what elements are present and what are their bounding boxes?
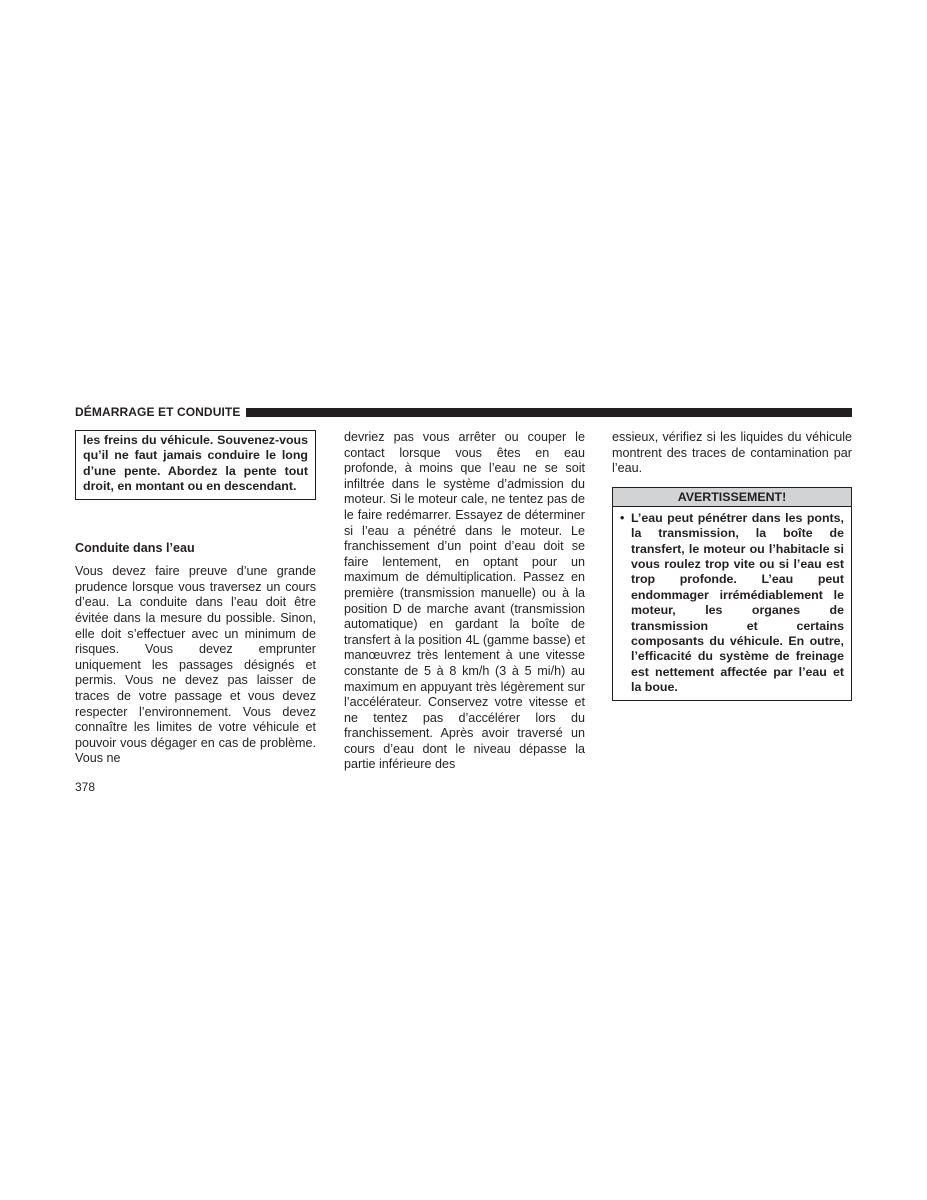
section-title: Conduite dans l’eau <box>75 540 195 555</box>
bullet-icon: • <box>620 510 625 525</box>
warning-box <box>612 487 852 701</box>
paragraph-axle-check: essieux, vérifiez si les liquides du véhicule montrent des traces de contamination par l’eau. <box>612 430 852 476</box>
paragraph-water-driving-continued: devriez pas vous arrêter ou couper le contact lorsque vous êtes en eau profonde, à moins que l’eau ne se soit infiltrée dans le système d’admission du moteur. Si le moteur cale, ne tentez pas de le faire redémarrer. Essayez de déterminer si l’eau a pénétré dans le moteur. Le franchissement d’un point d’eau doit se faire lentement, en optant pour un maximum de démultiplication. Passez en première (transmission manuelle) ou à la position D de marche avant (transmission automatique) en gardant la boîte de transfert à la position 4L (gamme basse) et manœuvrez très lentement à une vitesse constante de 5 à 8 km/h (3 à 5 mi/h) au maximum en appuyant très légèrement sur l’accélérateur. Conservez votre vitesse et ne tentez pas d’accélérer lors du franchissement. Après avoir traversé un cours d’eau dont le niveau dépasse la partie inférieure des <box>344 430 585 772</box>
column-3 <box>612 430 852 701</box>
warning-continuation-box <box>75 430 316 500</box>
warning-continuation-text: les freins du véhicule. Souvenez-vous qu’il ne faut jamais conduire le long d’une pente. Abordez la pente tout droit, en montant ou en descendant. <box>83 433 308 494</box>
warning-title: AVERTISSEMENT! <box>613 488 851 507</box>
paragraph-water-driving: Vous devez faire preuve d’une grande prudence lorsque vous traversez un cours d’eau. La conduite dans l’eau doit être évitée dans la mesure du possible. Sinon, elle doit s’effectuer avec un minimum de risques. Vous devez emprunter uniquement les passages désignés et permis. Vous ne devez pas laisser de traces de votre passage et vous devez respecter l’environnement. Vous devez connaître les limites de votre véhicule et pouvoir vous dégager en cas de problème. Vous ne <box>75 564 316 766</box>
section-header-title: DÉMARRAGE ET CONDUITE <box>75 405 241 419</box>
section-header <box>75 405 852 419</box>
warning-body <box>613 507 851 700</box>
page-number: 378 <box>75 780 96 794</box>
column-1 <box>75 430 316 767</box>
section-header-bar <box>246 408 852 417</box>
warning-text: L’eau peut pénétrer dans les ponts, la transmission, la boîte de transfert, le moteur ou l’habitacle si vous roulez trop vite ou si l’eau est trop profonde. L’eau peut endommager irrémédiablement le moteur, les organes de transmission et certains composants du véhicule. En outre, l’efficacité du système de freinage est nettement affectée par l’eau et la boue. <box>631 510 844 695</box>
column-2 <box>344 430 585 773</box>
